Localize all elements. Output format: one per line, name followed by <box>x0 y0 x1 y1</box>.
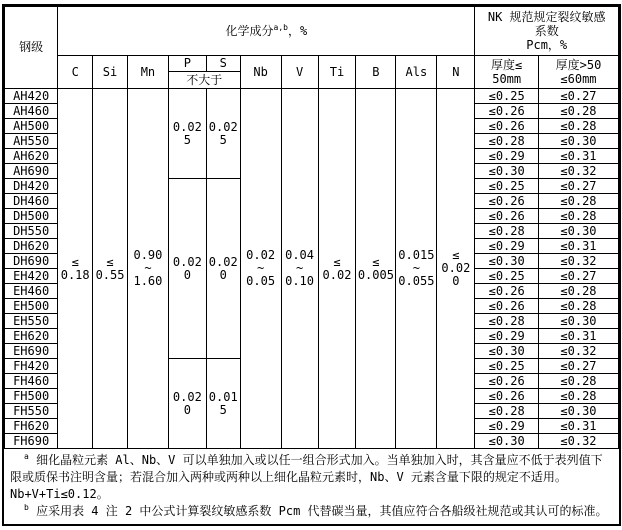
value-cell-als: 0.015~ 0.055 <box>396 89 437 449</box>
thickness-gt50-line1: 厚度>50 <box>555 58 602 72</box>
table-row <box>5 89 619 104</box>
grade-cell: EH620 <box>5 329 58 344</box>
footnotes <box>4 449 619 524</box>
grade-cell: FH420 <box>5 359 58 374</box>
steel-grade-column-header: 钢级 <box>5 7 58 89</box>
pcm-le50-cell: ≤0.26 <box>475 209 539 224</box>
chem-superscript: a,b <box>273 22 288 32</box>
pcm-le50-cell: ≤0.29 <box>475 419 539 434</box>
footnote-a-text: 细化晶粒元素 Al、Nb、V 可以单独加入或以任一组合形式加入。当单独加入时，其含量应不低于表列值下限或质保书注明含量；若混合加入两种或两种以上细化晶粒元素时，Nb、V 元素含量下限的规定不适用。Nb+V+Ti≤0.12。 <box>10 453 603 501</box>
thickness-gt50-header <box>538 56 618 89</box>
footnote-b-text: 应采用表 4 注 2 中公式计算裂纹敏感系数 Pcm 代替碳当量，其值应符合各船级社规范或其认可的标准。 <box>36 504 608 518</box>
element-header-c: C <box>58 56 93 89</box>
pcm-le50-cell: ≤0.28 <box>475 134 539 149</box>
element-header-als: Als <box>396 56 437 89</box>
pcm-le50-cell: ≤0.28 <box>475 224 539 239</box>
grade-cell: FH690 <box>5 434 58 449</box>
value-cell-p: 0.020 <box>168 179 206 359</box>
pcm-gt50-cell: ≤0.27 <box>538 359 618 374</box>
footnote-b-marker: b <box>24 503 29 512</box>
value-cell-b: ≤ 0.005 <box>356 89 396 449</box>
pcm-le50-cell: ≤0.26 <box>475 119 539 134</box>
steel-grades-table-frame <box>2 4 621 526</box>
pcm-gt50-cell: ≤0.31 <box>538 419 618 434</box>
nk-header-line3: Pcm，% <box>526 38 568 52</box>
pcm-gt50-cell: ≤0.28 <box>538 104 618 119</box>
steel-grades-table <box>4 6 619 449</box>
grade-cell: EH500 <box>5 299 58 314</box>
pcm-gt50-cell: ≤0.28 <box>538 284 618 299</box>
element-header-v: V <box>281 56 318 89</box>
element-header-s: S <box>206 56 240 72</box>
pcm-le50-cell: ≤0.25 <box>475 359 539 374</box>
nk-header-line1: NK 规范规定裂纹敏感 <box>487 10 606 24</box>
pcm-gt50-cell: ≤0.32 <box>538 344 618 359</box>
element-header-si: Si <box>93 56 128 89</box>
grade-cell: DH500 <box>5 209 58 224</box>
element-header-p: P <box>168 56 206 72</box>
chem-suffix: ，% <box>287 23 308 38</box>
pcm-gt50-cell: ≤0.32 <box>538 434 618 449</box>
grade-cell: FH550 <box>5 404 58 419</box>
grade-cell: FH500 <box>5 389 58 404</box>
pcm-gt50-cell: ≤0.32 <box>538 254 618 269</box>
thickness-le50-header <box>475 56 539 89</box>
header-row-1 <box>5 7 619 56</box>
thickness-gt50-line2: ≤60mm <box>560 72 597 86</box>
value-cell-nb: 0.02 ~ 0.05 <box>240 89 281 449</box>
grade-cell: EH460 <box>5 284 58 299</box>
value-cell-s: 0.015 <box>206 359 240 449</box>
value-cell-p: 0.025 <box>168 89 206 179</box>
grade-cell: DH460 <box>5 194 58 209</box>
pcm-le50-cell: ≤0.26 <box>475 299 539 314</box>
element-header-b: B <box>356 56 396 89</box>
grade-cell: FH620 <box>5 419 58 434</box>
grade-cell: EH420 <box>5 269 58 284</box>
grade-cell: EH690 <box>5 344 58 359</box>
pcm-le50-cell: ≤0.26 <box>475 374 539 389</box>
grade-cell: AH550 <box>5 134 58 149</box>
element-header-nb: Nb <box>240 56 281 89</box>
pcm-le50-cell: ≤0.25 <box>475 269 539 284</box>
pcm-le50-cell: ≤0.29 <box>475 239 539 254</box>
pcm-gt50-cell: ≤0.31 <box>538 149 618 164</box>
pcm-gt50-cell: ≤0.28 <box>538 374 618 389</box>
value-cell-v: 0.04 ~ 0.10 <box>281 89 318 449</box>
header-row-2 <box>5 56 619 72</box>
pcm-gt50-cell: ≤0.27 <box>538 179 618 194</box>
pcm-le50-cell: ≤0.30 <box>475 434 539 449</box>
footnote-b <box>10 503 613 520</box>
pcm-le50-cell: ≤0.29 <box>475 329 539 344</box>
value-cell-c: ≤ 0.18 <box>58 89 93 449</box>
grade-cell: AH690 <box>5 164 58 179</box>
value-cell-p: 0.020 <box>168 359 206 449</box>
pcm-gt50-cell: ≤0.27 <box>538 269 618 284</box>
pcm-gt50-cell: ≤0.28 <box>538 119 618 134</box>
table-body <box>5 89 619 449</box>
pcm-le50-cell: ≤0.26 <box>475 194 539 209</box>
thickness-le50-line2: 50mm <box>492 72 522 86</box>
pcm-le50-cell: ≤0.28 <box>475 314 539 329</box>
grade-cell: EH550 <box>5 314 58 329</box>
grade-cell: AH420 <box>5 89 58 104</box>
nk-pcm-header <box>475 7 619 56</box>
grade-cell: DH690 <box>5 254 58 269</box>
pcm-gt50-cell: ≤0.32 <box>538 164 618 179</box>
pcm-gt50-cell: ≤0.28 <box>538 299 618 314</box>
nk-header-line2: 系数 <box>534 24 559 38</box>
footnote-a <box>10 452 613 503</box>
grade-cell: DH420 <box>5 179 58 194</box>
pcm-le50-cell: ≤0.25 <box>475 89 539 104</box>
thickness-le50-line1: 厚度≤ <box>491 58 523 72</box>
pcm-gt50-cell: ≤0.30 <box>538 134 618 149</box>
value-cell-s: 0.020 <box>206 179 240 359</box>
pcm-gt50-cell: ≤0.30 <box>538 314 618 329</box>
pcm-gt50-cell: ≤0.28 <box>538 389 618 404</box>
element-header-ti: Ti <box>318 56 356 89</box>
pcm-le50-cell: ≤0.26 <box>475 389 539 404</box>
pcm-le50-cell: ≤0.26 <box>475 284 539 299</box>
value-cell-n: ≤ 0.020 <box>437 89 475 449</box>
value-cell-si: ≤ 0.55 <box>93 89 128 449</box>
grade-cell: FH460 <box>5 374 58 389</box>
pcm-gt50-cell: ≤0.27 <box>538 89 618 104</box>
pcm-le50-cell: ≤0.26 <box>475 104 539 119</box>
grade-cell: AH620 <box>5 149 58 164</box>
pcm-gt50-cell: ≤0.31 <box>538 329 618 344</box>
element-header-n: N <box>437 56 475 89</box>
grade-cell: DH550 <box>5 224 58 239</box>
pcm-le50-cell: ≤0.30 <box>475 254 539 269</box>
grade-cell: AH500 <box>5 119 58 134</box>
chem-title: 化学成分 <box>225 23 274 38</box>
value-cell-ti: ≤ 0.02 <box>318 89 356 449</box>
pcm-le50-cell: ≤0.30 <box>475 164 539 179</box>
grade-cell: DH620 <box>5 239 58 254</box>
pcm-gt50-cell: ≤0.28 <box>538 194 618 209</box>
grade-cell: AH460 <box>5 104 58 119</box>
pcm-le50-cell: ≤0.30 <box>475 344 539 359</box>
pcm-gt50-cell: ≤0.30 <box>538 224 618 239</box>
value-cell-s: 0.025 <box>206 89 240 179</box>
pcm-le50-cell: ≤0.28 <box>475 404 539 419</box>
footnote-a-marker: a <box>24 452 29 461</box>
pcm-gt50-cell: ≤0.31 <box>538 239 618 254</box>
chemical-composition-header <box>58 7 475 56</box>
element-header-mn: Mn <box>127 56 168 89</box>
pcm-le50-cell: ≤0.25 <box>475 179 539 194</box>
value-cell-mn: 0.90 ~ 1.60 <box>127 89 168 449</box>
pcm-gt50-cell: ≤0.30 <box>538 404 618 419</box>
ps-not-greater-than-header: 不大于 <box>168 72 240 89</box>
pcm-le50-cell: ≤0.29 <box>475 149 539 164</box>
pcm-gt50-cell: ≤0.28 <box>538 209 618 224</box>
